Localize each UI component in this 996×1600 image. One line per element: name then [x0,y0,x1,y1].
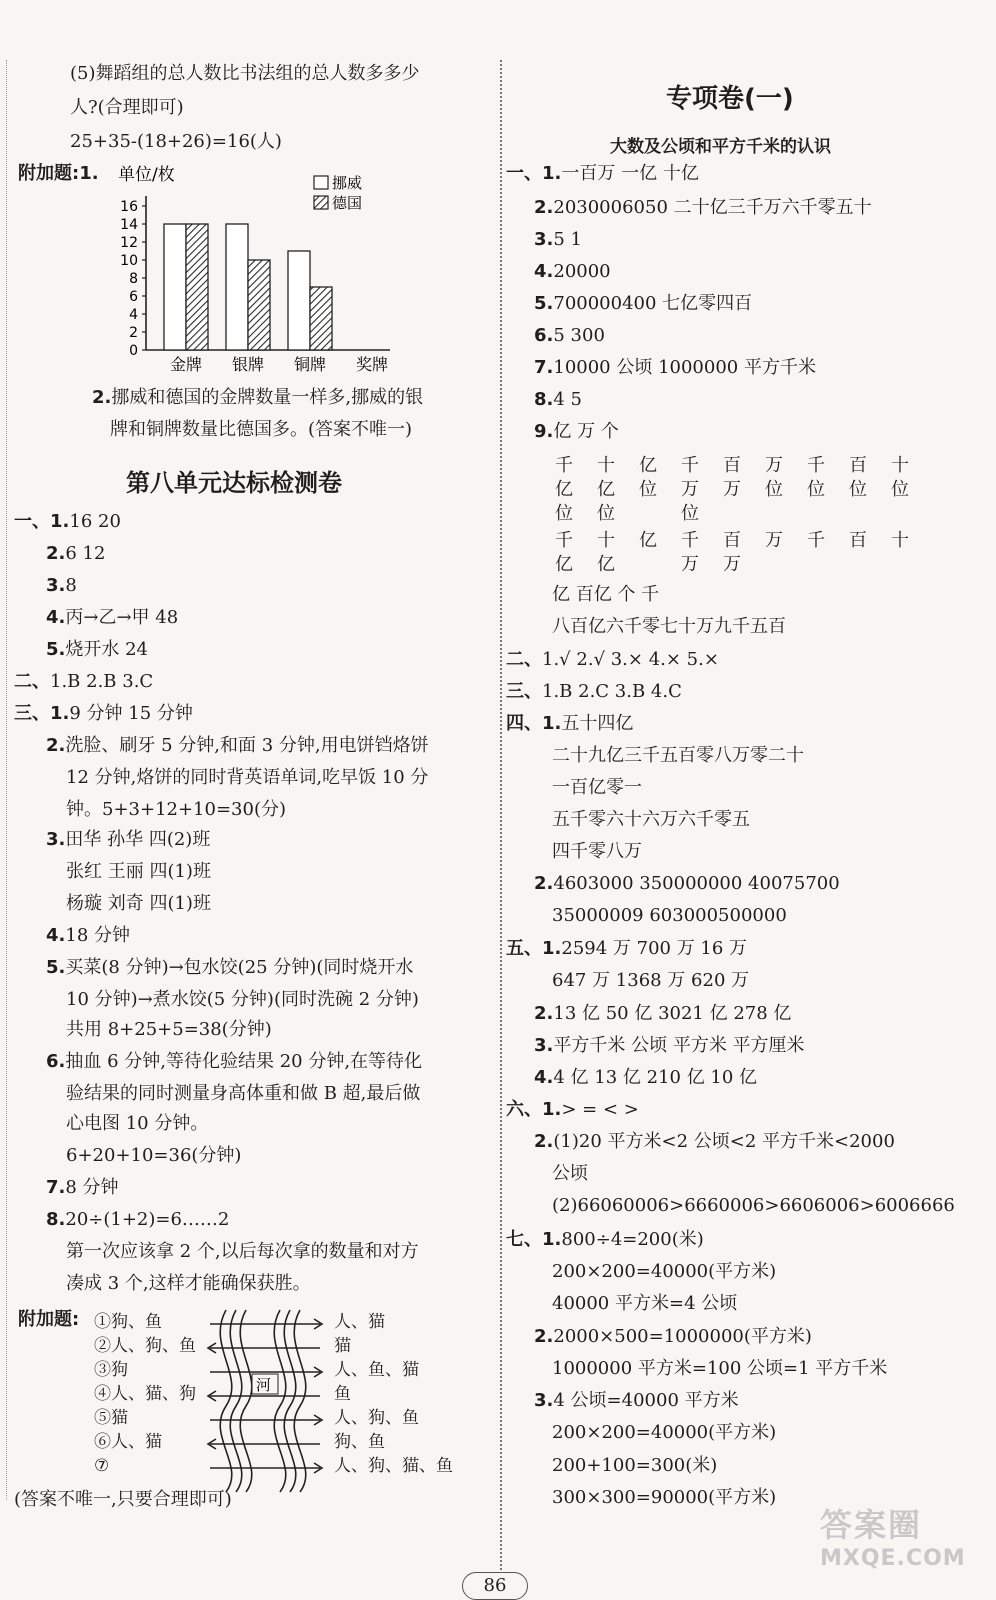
place-value-unit [594,454,618,526]
u8-q3-8b: 第一次应该拿 2 个,以后每次拿的数量和对方 [66,1241,419,1262]
dest-3: 人、鱼、猫 [334,1360,419,1380]
place-value-unit [720,454,744,526]
unit-char [846,553,870,577]
extra-answer-2-line1: 2.挪威和德国的金牌数量一样多,挪威的银 [92,387,424,408]
unit-char: 亿 [555,554,573,575]
r-section-3: 三、1.B 2.C 3.B 4.C [506,681,682,702]
dest-1: 人、猫 [334,1312,385,1332]
place-value-unit [636,454,660,526]
r-q7: 7.10000 公顷 1000000 平方千米 [534,357,816,378]
unit-char: 十 [891,455,909,476]
unit-char: 十 [891,530,909,551]
unit-char: 亿 [597,554,615,575]
place-value-unit [636,529,660,577]
place-value-unit [594,529,618,577]
dest-6: 狗、鱼 [334,1432,385,1452]
step-6: ⑥人、猫 [94,1432,162,1452]
y-tick-label: 12 [120,235,138,251]
r-s7-2a: 2.2000×500=1000000(平方米) [534,1326,812,1347]
unit-char [636,553,660,577]
unit-char: 亿 [639,530,657,551]
u8-q3-6c: 心电图 10 分钟。 [66,1113,209,1134]
q5-line1: (5)舞蹈组的总人数比书法组的总人数多多少 [70,63,420,84]
bar-norway [288,251,310,350]
unit-char: 十 [597,530,615,551]
r-s4-2a: 2.4603000 350000000 40075700 [534,873,840,894]
unit-char [762,553,786,577]
r-s4-1b: 二十九亿三千五百零八万零二十 [552,745,804,766]
r-s6-1: 六、1.> = < > [506,1099,639,1120]
unit8-title: 第八单元达标检测卷 [126,469,342,497]
u8-q3-2a: 2.洗脸、刷牙 5 分钟,和面 3 分钟,用电饼铛烙饼 [46,735,429,756]
legend-label: 德国 [332,194,363,212]
r-q4: 4.20000 [534,261,611,282]
r-s4-1c: 一百亿零一 [552,777,642,798]
q5-line3: 25+35-(18+26)=16(人) [70,131,282,152]
unit-char: 亿 [555,479,573,500]
u8-q3-2b: 12 分钟,烙饼的同时背英语单词,吃早饭 10 分 [66,767,429,788]
r-s7-1a: 七、1.800÷4=200(米) [506,1229,704,1250]
unit-char [888,502,912,526]
r-s7-1c: 40000 平方米=4 公顷 [552,1293,738,1314]
u8-q3-4: 4.18 分钟 [46,925,131,946]
unit-char [720,502,744,526]
unit-char: 百 [723,455,741,476]
r-s5-1b: 647 万 1368 万 620 万 [552,970,750,991]
unit-char: 位 [681,503,699,524]
bar-germany [186,224,208,350]
extra-answer-2-line2: 牌和铜牌数量比德国多。(答案不唯一) [110,419,413,440]
u8-q1-1: 一、1.16 20 [14,511,121,532]
unit-char [762,502,786,526]
place-value-unit [552,454,576,526]
unit-char: 千 [807,455,825,476]
unit-char: 位 [765,479,783,500]
u8-q3-1: 三、1.9 分钟 15 分钟 [14,703,193,724]
unit-char: 位 [849,479,867,500]
unit-char: 万 [765,455,783,476]
r-s5-3: 3.平方千米 公顷 平方米 平方厘米 [534,1035,805,1056]
u8-q1-5: 5.烧开水 24 [46,639,149,660]
unit-char: 千 [807,530,825,551]
dest-2: 猫 [334,1336,351,1356]
chart-ylabel: 单位/枚 [118,165,175,185]
r-s7-2b: 1000000 平方米=100 公顷=1 平方千米 [552,1358,888,1379]
unit-char: 位 [555,503,573,524]
r-s4-1d: 五千零六十六万六千零五 [552,809,750,830]
u8-q3-3c: 杨璇 刘奇 四(1)班 [66,893,211,914]
u8-q1-2: 2.6 12 [46,543,106,564]
special-paper-title: 专项卷(一) [666,84,794,114]
step-1: ①狗、鱼 [94,1312,162,1332]
y-tick-label: 14 [120,217,138,233]
place-value-unit [846,529,870,577]
step-3: ③狗 [94,1360,128,1380]
y-tick-label: 8 [129,271,138,287]
place-value-unit [678,454,702,526]
step-4: ④人、猫、狗 [94,1384,196,1404]
r-q5: 5.700000400 七亿零四百 [534,293,753,314]
unit-char: 位 [891,479,909,500]
river-label: 河 [256,1376,272,1394]
u8-q3-3a: 3.田华 孙华 四(2)班 [46,829,211,850]
x-category-label: 奖牌 [355,355,389,374]
bar-germany [310,287,332,350]
unit-char: 万 [723,479,741,500]
unit-char: 亿 [597,479,615,500]
y-tick-label: 6 [129,289,138,305]
y-tick-label: 4 [129,307,138,323]
place-value-unit [720,529,744,577]
page-number: 86 [462,1572,528,1600]
unit-char: 千 [555,455,573,476]
river-diagram [196,1306,336,1496]
r-q9b: 亿 百亿 个 千 [552,584,660,605]
place-value-unit [888,529,912,577]
u8-q3-5b: 10 分钟)→煮水饺(5 分钟)(同时洗碗 2 分钟) [66,989,419,1010]
place-value-unit [804,454,828,526]
u8-q1-3: 3.8 [46,575,77,596]
u8-q3-5c: 共用 8+25+5=38(分钟) [66,1019,272,1040]
r-s5-4: 4.4 亿 13 亿 210 亿 10 亿 [534,1067,758,1088]
left-margin-line [6,60,7,1500]
bar-norway [226,224,248,350]
column-divider [500,60,502,1570]
r-q1: 一、1.一百万 一亿 十亿 [506,163,699,184]
dest-7: 人、狗、猫、鱼 [334,1456,453,1476]
unit-char [846,502,870,526]
u8-q3-8c: 凑成 3 个,这样才能确保获胜。 [66,1273,311,1294]
unit-char: 位 [639,479,657,500]
unit-char [636,502,660,526]
step-7: ⑦ [94,1456,110,1476]
y-tick-label: 10 [120,253,138,269]
unit-char: 万 [765,530,783,551]
r-s7-1b: 200×200=40000(平方米) [552,1261,777,1282]
extra-bottom-note: (答案不唯一,只要合理即可) [14,1489,232,1510]
u8-q3-6b: 验结果的同时测量身高体重和做 B 超,最后做 [66,1083,421,1104]
unit-char: 十 [597,455,615,476]
x-category-label: 银牌 [231,355,265,374]
place-value-unit [552,529,576,577]
legend-swatch [314,196,328,209]
place-value-unit [762,529,786,577]
unit-char: 千 [555,530,573,551]
dest-4: 鱼 [334,1384,351,1404]
u8-q3-7: 7.8 分钟 [46,1177,119,1198]
dest-5: 人、狗、鱼 [334,1408,419,1428]
u8-q3-6d: 6+20+10=36(分钟) [66,1145,242,1166]
step-2: ②人、狗、鱼 [94,1336,196,1356]
r-section-2: 二、1.√ 2.√ 3.× 4.× 5.× [506,649,719,670]
y-tick-label: 2 [129,325,138,341]
place-value-unit [804,529,828,577]
step-5: ⑤猫 [94,1408,128,1428]
place-value-unit [678,529,702,577]
r-s5-2: 2.13 亿 50 亿 3021 亿 278 亿 [534,1003,792,1024]
unit-char: 万 [681,554,699,575]
unit-char: 百 [849,455,867,476]
r-s6-2b: 公顷 [552,1163,588,1184]
bar-germany [248,260,270,350]
r-q8: 8.4 5 [534,389,583,410]
r-s7-3c: 200+100=300(米) [552,1455,718,1476]
r-q2: 2.2030006050 二十亿三千万六千零五十 [534,197,872,218]
unit-char: 千 [681,455,699,476]
x-category-label: 铜牌 [293,355,327,374]
u8-section-2: 二、1.B 2.B 3.C [14,671,154,692]
r-s7-3d: 300×300=90000(平方米) [552,1487,777,1508]
unit-char [804,502,828,526]
legend-swatch [314,176,328,189]
r-s6-2c: (2)66060006>6660006>6606006>6006666 [552,1195,955,1216]
u8-q3-5a: 5.买菜(8 分钟)→包水饺(25 分钟)(同时烧开水 [46,957,414,978]
y-tick-label: 0 [129,343,138,359]
r-q9c: 八百亿六千零七十万九千五百 [552,616,786,637]
u8-q3-3b: 张红 王丽 四(1)班 [66,861,211,882]
y-tick-label: 16 [120,199,138,215]
r-s4-1e: 四千零八万 [552,841,642,862]
r-q9: 9.亿 万 个 [534,421,619,442]
u8-q1-4: 4.丙→乙→甲 48 [46,607,179,628]
unit-char [804,553,828,577]
unit-char: 亿 [639,455,657,476]
bar-norway [164,224,186,350]
unit-char: 万 [681,479,699,500]
r-s7-3b: 200×200=40000(平方米) [552,1422,777,1443]
x-category-label: 金牌 [169,355,203,374]
unit-char [888,553,912,577]
q5-line2: 人?(合理即可) [70,97,184,118]
special-paper-subtitle: 大数及公顷和平方千米的认识 [610,137,831,157]
r-s6-2a: 2.(1)20 平方米<2 公顷<2 平方千米<2000 [534,1131,895,1152]
r-q3: 3.5 1 [534,229,583,250]
unit-char: 百 [849,530,867,551]
watermark-logo: 答案圈 MXQE.COM [820,1506,966,1571]
extra-question-1: 附加题:1. [18,163,99,184]
r-q6: 6.5 300 [534,325,605,346]
unit-char: 位 [597,503,615,524]
u8-q3-6a: 6.抽血 6 分钟,等待化验结果 20 分钟,在等待化 [46,1051,423,1072]
u8-q3-8a: 8.20÷(1+2)=6……2 [46,1209,230,1230]
u8-q3-2c: 钟。5+3+12+10=30(分) [66,799,286,820]
r-s5-1a: 五、1.2594 万 700 万 16 万 [506,938,748,959]
unit-char: 百 [723,530,741,551]
extra-bottom-label: 附加题: [18,1309,80,1330]
r-s4-1a: 四、1.五十四亿 [506,713,634,734]
place-value-unit [888,454,912,526]
unit-char: 万 [723,554,741,575]
place-value-unit [846,454,870,526]
legend-label: 挪威 [332,174,363,192]
place-value-unit [762,454,786,526]
medal-bar-chart [100,160,410,380]
unit-char: 位 [807,479,825,500]
r-s7-3a: 3.4 公顷=40000 平方米 [534,1390,739,1411]
r-s4-2b: 35000009 603000500000 [552,905,787,926]
unit-char: 千 [681,530,699,551]
